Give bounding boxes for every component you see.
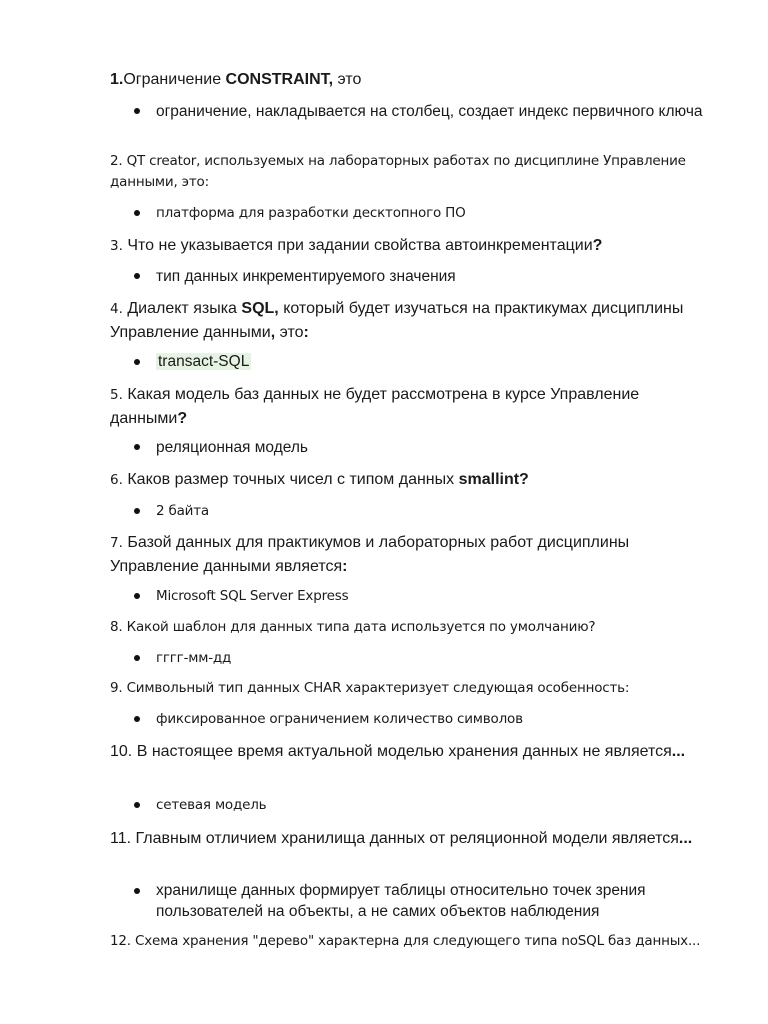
question-number: 10.	[110, 743, 133, 760]
answer-5: реляционная модель	[156, 439, 308, 456]
bullet-icon	[134, 655, 140, 661]
question-colon: :	[303, 324, 309, 341]
question-text: В настоящее время актуальной моделью хранения данных не является	[136, 743, 672, 760]
question-number: 1.	[110, 71, 124, 88]
question-keyword: SQL,	[241, 300, 279, 317]
question-text: Какая модель баз данных не будет рассмотрена в курсе Управление данными	[110, 386, 640, 427]
question-text: Каков размер точных чисел с типом данных	[127, 471, 459, 488]
question-keyword: CONSTRAINT,	[225, 71, 334, 88]
answer-2: платформа для разработки десктопного ПО	[156, 205, 466, 221]
question-number: 2.	[110, 153, 123, 169]
bullet-icon	[134, 802, 140, 808]
question-text: Символьный тип данных CHAR характеризует следующая особенность:	[126, 680, 630, 696]
bullet-icon	[134, 108, 140, 114]
answer-10: сетевая модель	[156, 797, 267, 813]
question-number: 7.	[110, 535, 123, 551]
question-text: Базой данных для практикумов и лабораторных работ дисциплины Управление данными является	[110, 534, 630, 575]
bullet-icon	[134, 444, 140, 450]
bullet-icon	[134, 888, 140, 894]
question-number: 8.	[110, 619, 123, 635]
question-number: 6.	[110, 472, 123, 488]
question-number: 9.	[110, 680, 123, 696]
bullet-icon	[134, 593, 140, 599]
bullet-icon	[134, 273, 140, 279]
question-text: Что не указывается при задании свойства автоинкрементации	[127, 237, 593, 254]
question-keyword: smallint?	[458, 471, 529, 488]
question-7	[110, 531, 710, 578]
question-3	[110, 234, 710, 258]
question-text-end: это	[333, 71, 362, 88]
answer-1: ограничение, накладывается на столбец, создает индекс первичного ключа	[156, 103, 703, 120]
answer-6: 2 байта	[156, 503, 209, 519]
question-mark: ?	[177, 410, 188, 427]
question-text: Диалект языка	[127, 300, 242, 317]
bullet-icon	[134, 716, 140, 722]
question-ellipsis: ...	[678, 830, 693, 847]
question-text: Главным отличием хранилища данных от реляционной модели является	[135, 830, 679, 847]
answer-7: Microsoft SQL Server Express	[156, 588, 349, 604]
question-number: 12.	[110, 933, 131, 949]
question-5	[110, 383, 710, 430]
question-8	[110, 617, 710, 638]
answer-4	[156, 351, 716, 372]
question-6	[110, 468, 710, 492]
question-2	[110, 151, 710, 193]
question-mark: ?	[592, 237, 603, 254]
question-11	[110, 827, 710, 850]
question-colon: :	[342, 558, 348, 575]
question-number: 4.	[110, 301, 123, 317]
question-text: Какой шаблон для данных типа дата используется по умолчанию?	[126, 619, 596, 635]
question-number: 3.	[110, 238, 123, 254]
question-ellipsis: ...	[671, 743, 686, 760]
answer-3: тип данных инкрементируемого значения	[156, 268, 456, 285]
question-9	[110, 678, 710, 699]
question-number: 11.	[110, 830, 132, 847]
question-comma: ,	[270, 324, 276, 341]
answer-highlight: transact-SQL	[158, 353, 250, 370]
question-4	[110, 297, 710, 344]
bullet-icon	[134, 508, 140, 514]
question-number: 5.	[110, 387, 123, 403]
bullet-icon	[134, 210, 140, 216]
answer-11: хранилище данных формирует таблицы относительно точек зрения пользователей на объекты, а не самих объектов наблюдения	[156, 882, 646, 920]
question-text-mid: который будет изучаться на практикумах дисциплины Управление данными	[110, 300, 684, 341]
bullet-icon	[134, 359, 140, 365]
answer-8: гггг-мм-дд	[156, 650, 232, 666]
question-text-end: это	[275, 324, 304, 341]
question-text: QT creator, используемых на лабораторных работах по дисциплине Управление данными, это:	[110, 153, 686, 190]
question-12	[110, 931, 730, 952]
question-10	[110, 740, 710, 763]
question-1	[110, 68, 710, 91]
question-text: Схема хранения "дерево" характерна для следующего типа noSQL баз данных...	[134, 933, 701, 949]
question-text: Ограничение	[123, 71, 226, 88]
answer-9: фиксированное ограничением количество символов	[156, 711, 523, 727]
